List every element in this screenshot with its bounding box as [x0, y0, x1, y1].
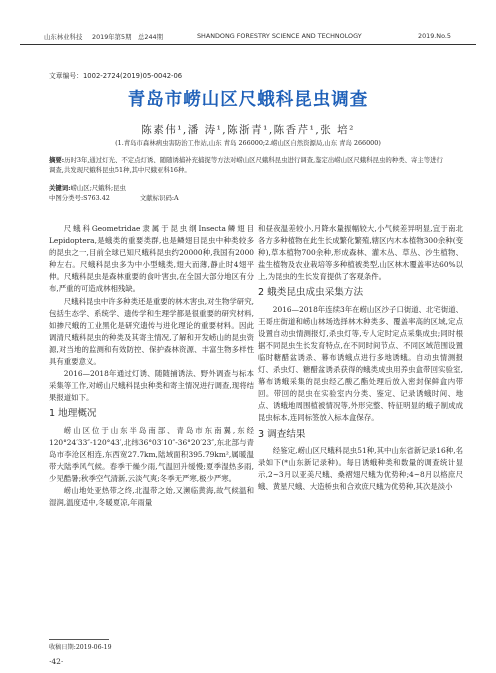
- geography-paragraph-1: 崂山区位于山东半岛南部、青岛市东南翼,东经120°24′33″-120°43′,北纬36°03′10″-36°20′23″,东北部与青岛市李沧区相连,东西宽27.7km,陆域面积395.79km²,属暖温带大陆季风气候。春季干燥少雨,气温回升缓慢;夏季湿热多雨,少见酷暑;秋季空气清新,云淡气爽;冬季无严寒,极少严寒。: [49, 425, 254, 483]
- keywords-text: 崂山区;尺蛾科;昆虫: [70, 184, 126, 192]
- header-issue: 总244期: [138, 33, 163, 41]
- geography-paragraph-3: 和昼夜温差较小,月降水量振幅较大,小气候差异明显,宜于南北各方多种植物在此生长成繁化繁殖,辖区内木本植物300余种(变种),草本植物700余种,形成森林、灌木丛、草丛、沙生植物、盐生植物及农业栽培等多种植被类型,山区林木覆盖率达60%以上,为昆虫的生长发育提供了客观条件。: [258, 224, 463, 282]
- section-heading-3: 3 调查结果: [258, 428, 306, 440]
- received-date-footnote: 收稿日期:2019-06-19: [49, 644, 112, 651]
- header-journal-en: SHANDONG FORESTRY SCIENCE AND TECHNOLOGY: [197, 32, 362, 40]
- results-paragraph: 经鉴定,崂山区尺蛾科昆虫51种,其中山东省新记录16种,名录如下(*山东新记录种)。每日诱蛾种类和数量的调查统计显示,2~3月以亚美尺蛾、桑褶翅尺蛾为优势种;4~8月以格庶尺蛾、黄星尺蛾、大造桥虫和合欢庶尺蛾为优势种,其次是淡小: [258, 445, 463, 491]
- footnote-rule: [49, 639, 109, 640]
- abstract-text: 历时3年,通过灯光、不定点灯诱、随随诱捕补充捕捉等方法对崂山区尺蛾科昆虫进行调查,鉴定出崂山区尺蛾科昆虫的种类、寄主等进行调查,共发现尺蛾科昆虫51种,其中尺蛾亚科16种。: [49, 156, 443, 175]
- left-column: [49, 203, 254, 509]
- header-rule: [20, 44, 476, 45]
- right-column: [258, 203, 463, 493]
- keywords-label: 关键词:: [49, 184, 71, 192]
- article-number: 文章编号：1002-2724(2019)05-0042-06: [49, 72, 183, 80]
- section-heading-1: 1 地理概况: [49, 408, 97, 420]
- geography-paragraph-2: 崂山地处亚热带之终,北温带之始,又濒临黄海,故气候温和湿润,温度适中,冬暖夏凉,年雨量: [49, 485, 254, 508]
- page-number: ·42·: [49, 657, 64, 666]
- intro-paragraph-1: 尺蛾科Geometridae隶属于昆虫纲Insecta鳞翅目Lepidoptera,是蛾类的重要类群,也是鳞翅目昆虫中种类较多的昆虫之一,目前全球已知尺蛾科昆虫约20000种,我国有2000种左右。尺蛾科昆虫多为中小型蛾类,翅大而薄,静止时4翅平伸。尺蛾科昆虫是森林重要的食叶害虫,在全国大部分地区有分布,严重的可造成林相残缺。: [49, 224, 254, 294]
- article-title: 青岛市崂山区尺蛾科昆虫调查: [127, 90, 369, 110]
- intro-paragraph-3: 2016—2018年通过灯诱、随随捕诱法、野外调查与标本采集等工作,对崂山尺蛾科昆虫种类和寄主情况进行调查,现将结果报道如下。: [49, 369, 254, 403]
- header-issue-en: 2019.No.5: [418, 32, 451, 40]
- keywords: [49, 183, 126, 192]
- header-year: 2019年第5期: [92, 33, 132, 41]
- abstract: [49, 155, 449, 175]
- intro-paragraph-2: 尺蛾科昆虫中许多种类还是重要的林木害虫,对生物学研究,包括生态学、系统学、遗传学和生理学都是很重要的研究材料,如掺尺蛾的工业黑化是研究遗传与进化理论的重要材料。因此调清尺蛾科昆虫的种类及其寄主情况,了解和开发崂山的昆虫资源,对当地的监测和有效防控、保护森林资源、丰富生物多样性具有重要意义。: [49, 296, 254, 367]
- header-journal-name: 山东林业科技: [44, 33, 83, 41]
- clc-number: 中图分类号:S763.42: [49, 194, 110, 202]
- abstract-label: 摘要:: [49, 156, 65, 164]
- document-code: 文献标识码:A: [139, 194, 179, 202]
- affiliation: (1.青岛市森林病虫害防治工作站,山东 青岛 266000;2.崂山区自然资源局,山东 青岛 266000): [115, 139, 381, 147]
- methods-paragraph: 2016—2018年连续3年在崂山区沙子口街道、北宅街道、王哥庄街道和崂山林场选择林木种类多、覆盖率高的区域,定点设置自动虫情测报灯,杀虫灯等,专人定时定点采集成虫;同时根据不同昆虫生长发育特点,在不同时间节点、不同区域范围设置临时糖醋盆诱杀、幕布诱蛾点进行多地诱蛾。自动虫情测报灯、杀虫灯、糖醋盆诱杀获得的蛾类成虫用养虫盒带回实验室,幕布诱蛾采集的昆虫经乙酸乙酯处理后放入密封保鲜盒内带回。带回的昆虫在实验室内分类、鉴定、记录诱蛾时间、地点、诱蛾地周围植被情况等,外形完整、特征明显的蛾子制成成昆虫标本,连同标签放入标本盒保存。: [258, 304, 463, 423]
- section-heading-2: 2 蛾类昆虫成虫采集方法: [258, 287, 364, 299]
- classification-line: [49, 193, 179, 202]
- author-list: 陈素伟¹,潘 涛¹,陈浙青¹,陈香芹¹,张 培²: [141, 124, 355, 136]
